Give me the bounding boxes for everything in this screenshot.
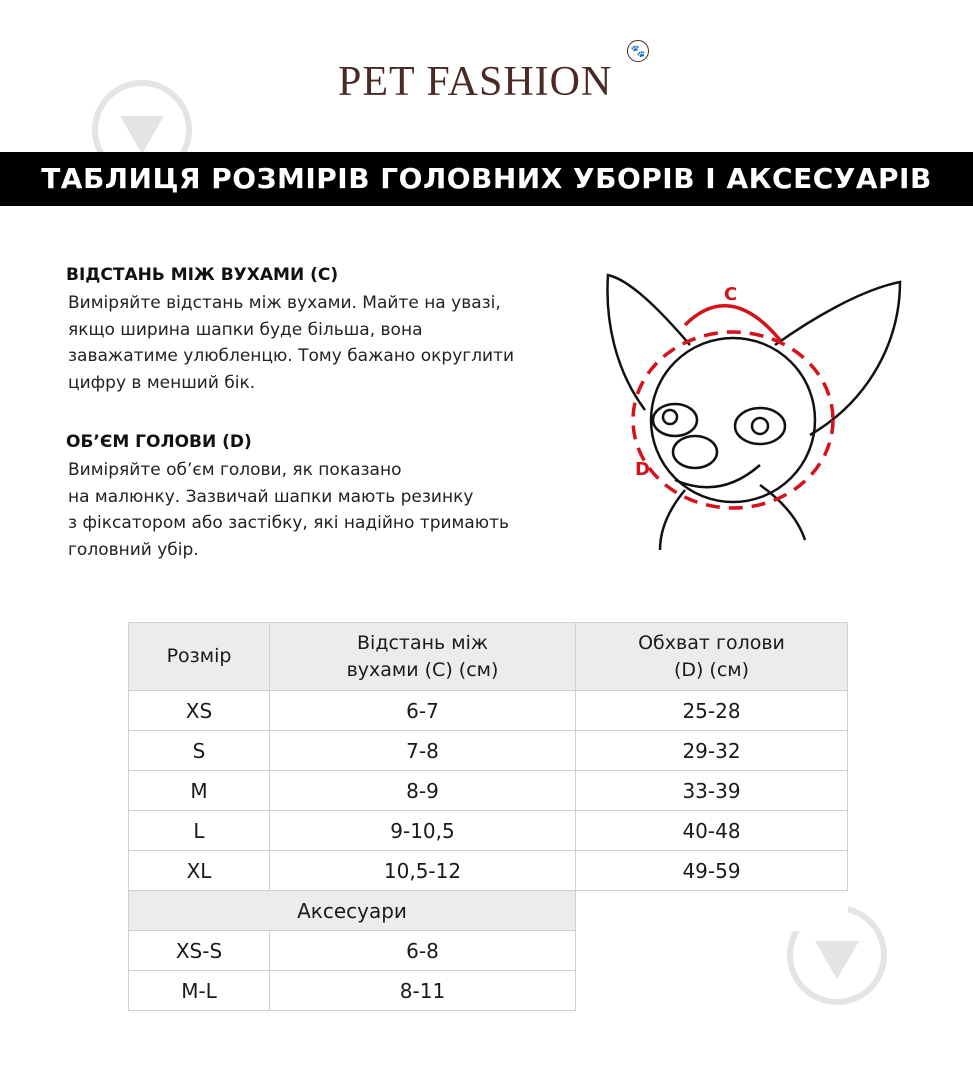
table-cell: L xyxy=(129,811,270,851)
table-cell: заважатиме улюбленцю. Тому бажано округлити xyxy=(68,346,515,366)
table-cell: XS xyxy=(129,691,270,731)
table-cell: Виміряйте відстань між вухами. Майте на увазі, xyxy=(68,293,501,313)
table-cell: XL xyxy=(129,851,270,891)
table-cell: на малюнку. Зазвичай шапки мають резинку xyxy=(68,486,474,507)
table-cell: S xyxy=(129,731,270,771)
table-row xyxy=(129,851,848,891)
table-row xyxy=(129,731,848,771)
table-cell: 6-8 xyxy=(270,931,576,971)
table-cell: Аксесуари xyxy=(129,891,576,931)
size-table xyxy=(128,622,848,1011)
table-cell: M-L xyxy=(129,971,270,1011)
table-cell: XS-S xyxy=(129,931,270,971)
table-cell: 8-11 xyxy=(270,971,576,1011)
col-header-head-girth xyxy=(576,623,848,691)
table-cell: M xyxy=(129,771,270,811)
section-heading: ОБ’ЄМ ГОЛОВИ (D) xyxy=(66,432,252,452)
table-cell: Обхват голови xyxy=(638,631,785,654)
table-cell: 33-39 xyxy=(576,771,848,811)
label-c: C xyxy=(724,284,738,305)
dog-head-diagram xyxy=(600,260,920,560)
table-cell xyxy=(576,971,848,1011)
paw-icon: 🐾 xyxy=(627,40,649,62)
table-cell: 9-10,5 xyxy=(270,811,576,851)
table-cell: головний убір. xyxy=(68,539,199,560)
table-cell: 25-28 xyxy=(576,691,848,731)
table-cell xyxy=(576,891,848,931)
table-cell: 6-7 xyxy=(270,691,576,731)
table-cell: 8-9 xyxy=(270,771,576,811)
col-header-ear-distance xyxy=(270,623,576,691)
section-text xyxy=(68,457,509,563)
table-cell: 10,5-12 xyxy=(270,851,576,891)
table-row xyxy=(129,811,848,851)
table-cell: вухами (C) (см) xyxy=(346,658,499,681)
section-heading: ВІДСТАНЬ МІЖ ВУХАМИ (C) xyxy=(66,265,339,285)
table-cell: цифру в менший бік. xyxy=(68,372,256,393)
table-cell: 40-48 xyxy=(576,811,848,851)
table-cell: 7-8 xyxy=(270,731,576,771)
table-cell: 49-59 xyxy=(576,851,848,891)
table-cell: якщо ширина шапки буде більша, вона xyxy=(68,319,423,340)
table-row xyxy=(129,931,848,971)
table-cell: Розмір xyxy=(166,645,232,667)
table-cell xyxy=(576,931,848,971)
page-title: ТАБЛИЦЯ РОЗМІРІВ ГОЛОВНИХ УБОРІВ І АКСЕСУАРІВ xyxy=(0,152,973,206)
table-cell: (D) (см) xyxy=(673,658,750,681)
section-text xyxy=(68,290,514,396)
label-d: D xyxy=(635,459,650,480)
table-cell: з фіксатором або застібку, які надійно тримають xyxy=(68,513,510,533)
table-row xyxy=(129,971,848,1011)
col-header-size xyxy=(129,623,270,691)
table-cell: Виміряйте об’єм голови, як показано xyxy=(68,460,402,480)
accessories-header-row xyxy=(129,891,848,931)
table-cell: 29-32 xyxy=(576,731,848,771)
table-row xyxy=(129,771,848,811)
table-row xyxy=(129,691,848,731)
brand-logo: PET FASHION xyxy=(338,59,613,105)
table-cell: Відстань між xyxy=(357,631,488,654)
table-header-row xyxy=(129,623,848,691)
